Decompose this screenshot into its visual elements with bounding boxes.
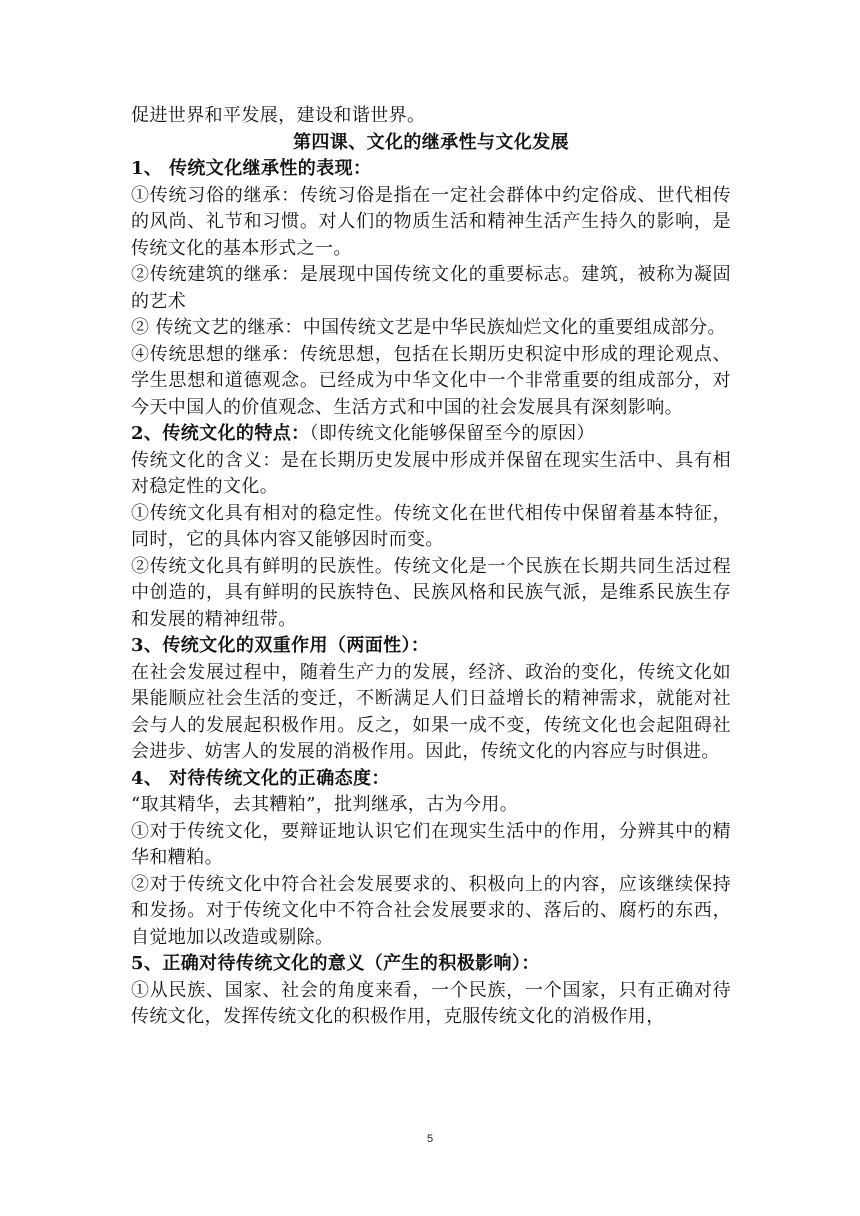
- section-2-paragraph: ②传统文化具有鲜明的民族性。传统文化是一个民族在长期共同生活过程中创造的，具有鲜明的民族特色、民族风格和民族气派，是维系民族生存和发展的精神纽带。: [131, 555, 731, 630]
- intro-line: 促进世界和平发展，建设和谐世界。: [131, 105, 426, 126]
- section-4-paragraph: ②对于传统文化中符合社会发展要求的、积极向上的内容，应该继续保持和发扬。对于传统文化中不符合社会发展要求的、落后的、腐朽的东西，自觉地加以改造或剔除。: [131, 873, 731, 948]
- section-4-paragraph: ①对于传统文化，要辩证地认识它们在现实生活中的作用，分辨其中的精华和糟粕。: [131, 820, 731, 868]
- section-1-paragraph: ①传统习俗的继承：传统习俗是指在一定社会群体中约定俗成、世代相传的风尚、礼节和习惯。对人们的物质生活和精神生活产生持久的影响，是传统文化的基本形式之一。: [131, 184, 731, 259]
- section-4-heading: 4、 对待传统文化的正确态度：: [131, 767, 390, 789]
- lesson-title: 第四课、文化的继承性与文化发展: [293, 131, 569, 153]
- section-1-heading: 1、 传统文化继承性的表现：: [131, 158, 372, 179]
- section-5-paragraph: ①从民族、国家、社会的角度来看，一个民族，一个国家，只有正确对待传统文化，发挥传统文化的积极作用，克服传统文化的消极作用，: [131, 979, 731, 1027]
- section-1-paragraph: ④传统思想的继承：传统思想，包括在长期历史积淀中形成的理论观点、学生思想和道德观念。已经成为中华文化中一个非常重要的组成部分，对今天中国人的价值观念、生活方式和中国的社会发展具有深刻影响。: [131, 343, 731, 418]
- section-3-heading: 3、传统文化的双重作用（两面性）：: [131, 635, 430, 656]
- document-body: [131, 103, 731, 1031]
- section-4-paragraph: “取其精华，去其糟粕”，批判继承，古为今用。: [131, 794, 519, 815]
- section-2-heading: [131, 421, 731, 448]
- section-2-heading-note: （即传统文化能够保留至今的原因）: [309, 423, 595, 444]
- section-5-heading: 5、正确对待传统文化的意义（产生的积极影响）：: [131, 953, 540, 974]
- section-1-paragraph: ②传统建筑的继承：是展现中国传统文化的重要标志。建筑，被称为凝固的艺术: [131, 264, 731, 312]
- page-number: 5: [426, 1133, 434, 1145]
- section-2-heading-text: 2、传统文化的特点：: [131, 423, 310, 444]
- section-2-paragraph: ①传统文化具有相对的稳定性。传统文化在世代相传中保留着基本特征，同时，它的具体内容又能够因时而变。: [131, 502, 731, 550]
- section-3-paragraph: 在社会发展过程中，随着生产力的发展，经济、政治的变化，传统文化如果能顺应社会生活的变迁，不断满足人们日益增长的精神需求，就能对社会与人的发展起积极作用。反之，如果一成不变，传统文化也会起阻碍社会进步、妨害人的发展的消极作用。因此，传统文化的内容应与时俱进。: [131, 661, 731, 762]
- section-1-paragraph: ② 传统文艺的继承：中国传统文艺是中华民族灿烂文化的重要组成部分。: [131, 317, 726, 338]
- section-2-paragraph: 传统文化的含义：是在长期历史发展中形成并保留在现实生活中、具有相对稳定性的文化。: [131, 449, 731, 497]
